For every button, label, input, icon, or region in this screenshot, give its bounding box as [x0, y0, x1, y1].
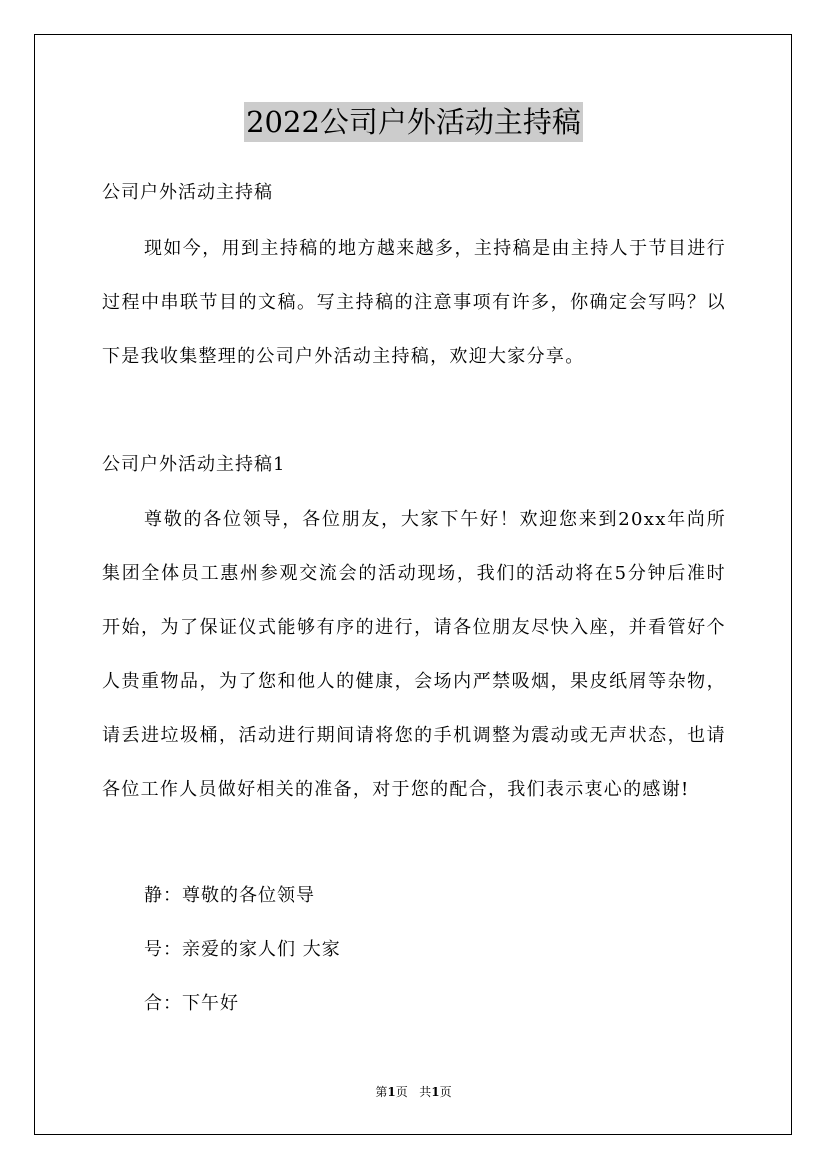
footer-page-prefix: 第 [375, 1085, 388, 1099]
dialog-line-hao: 号：亲爱的家人们 大家 [144, 939, 341, 960]
document-title-text: 2022公司户外活动主持稿 [244, 102, 583, 142]
dialog-line-he: 合：下午好 [144, 993, 239, 1014]
document-subtitle: 公司户外活动主持稿 [102, 182, 273, 203]
section-1-heading: 公司户外活动主持稿1 [102, 454, 286, 475]
footer-total-suffix: 页 [439, 1085, 452, 1099]
footer-page-suffix: 页 共 [395, 1085, 432, 1099]
intro-paragraph: 现如今，用到主持稿的地方越来越多，主持稿是由主持人于节目进行过程中串联节目的文稿。写主持稿的注意事项有许多，你确定会写吗？以下是我收集整理的公司户外活动主持稿，欢迎大家分享。 [102, 238, 726, 367]
page-footer [0, 1084, 827, 1100]
footer-page-number: 1 [387, 1085, 396, 1099]
dialog-line-jing: 静：尊敬的各位领导 [144, 885, 315, 906]
footer-total-pages: 1 [431, 1085, 440, 1099]
section-1-body: 尊敬的各位领导，各位朋友，大家下午好！欢迎您来到20xx年尚所集团全体员工惠州参观交流会的活动现场，我们的活动将在5分钟后准时开始，为了保证仪式能够有序的进行，请各位朋友尽快入座，并看管好个人贵重物品，为了您和他人的健康，会场内严禁吸烟，果皮纸屑等杂物，请丢进垃圾桶，活动进行期间请将您的手机调整为震动或无声状态，也请各位工作人员做好相关的准备，对于您的配合，我们表示衷心的感谢! [102, 509, 726, 800]
document-title [0, 102, 827, 142]
